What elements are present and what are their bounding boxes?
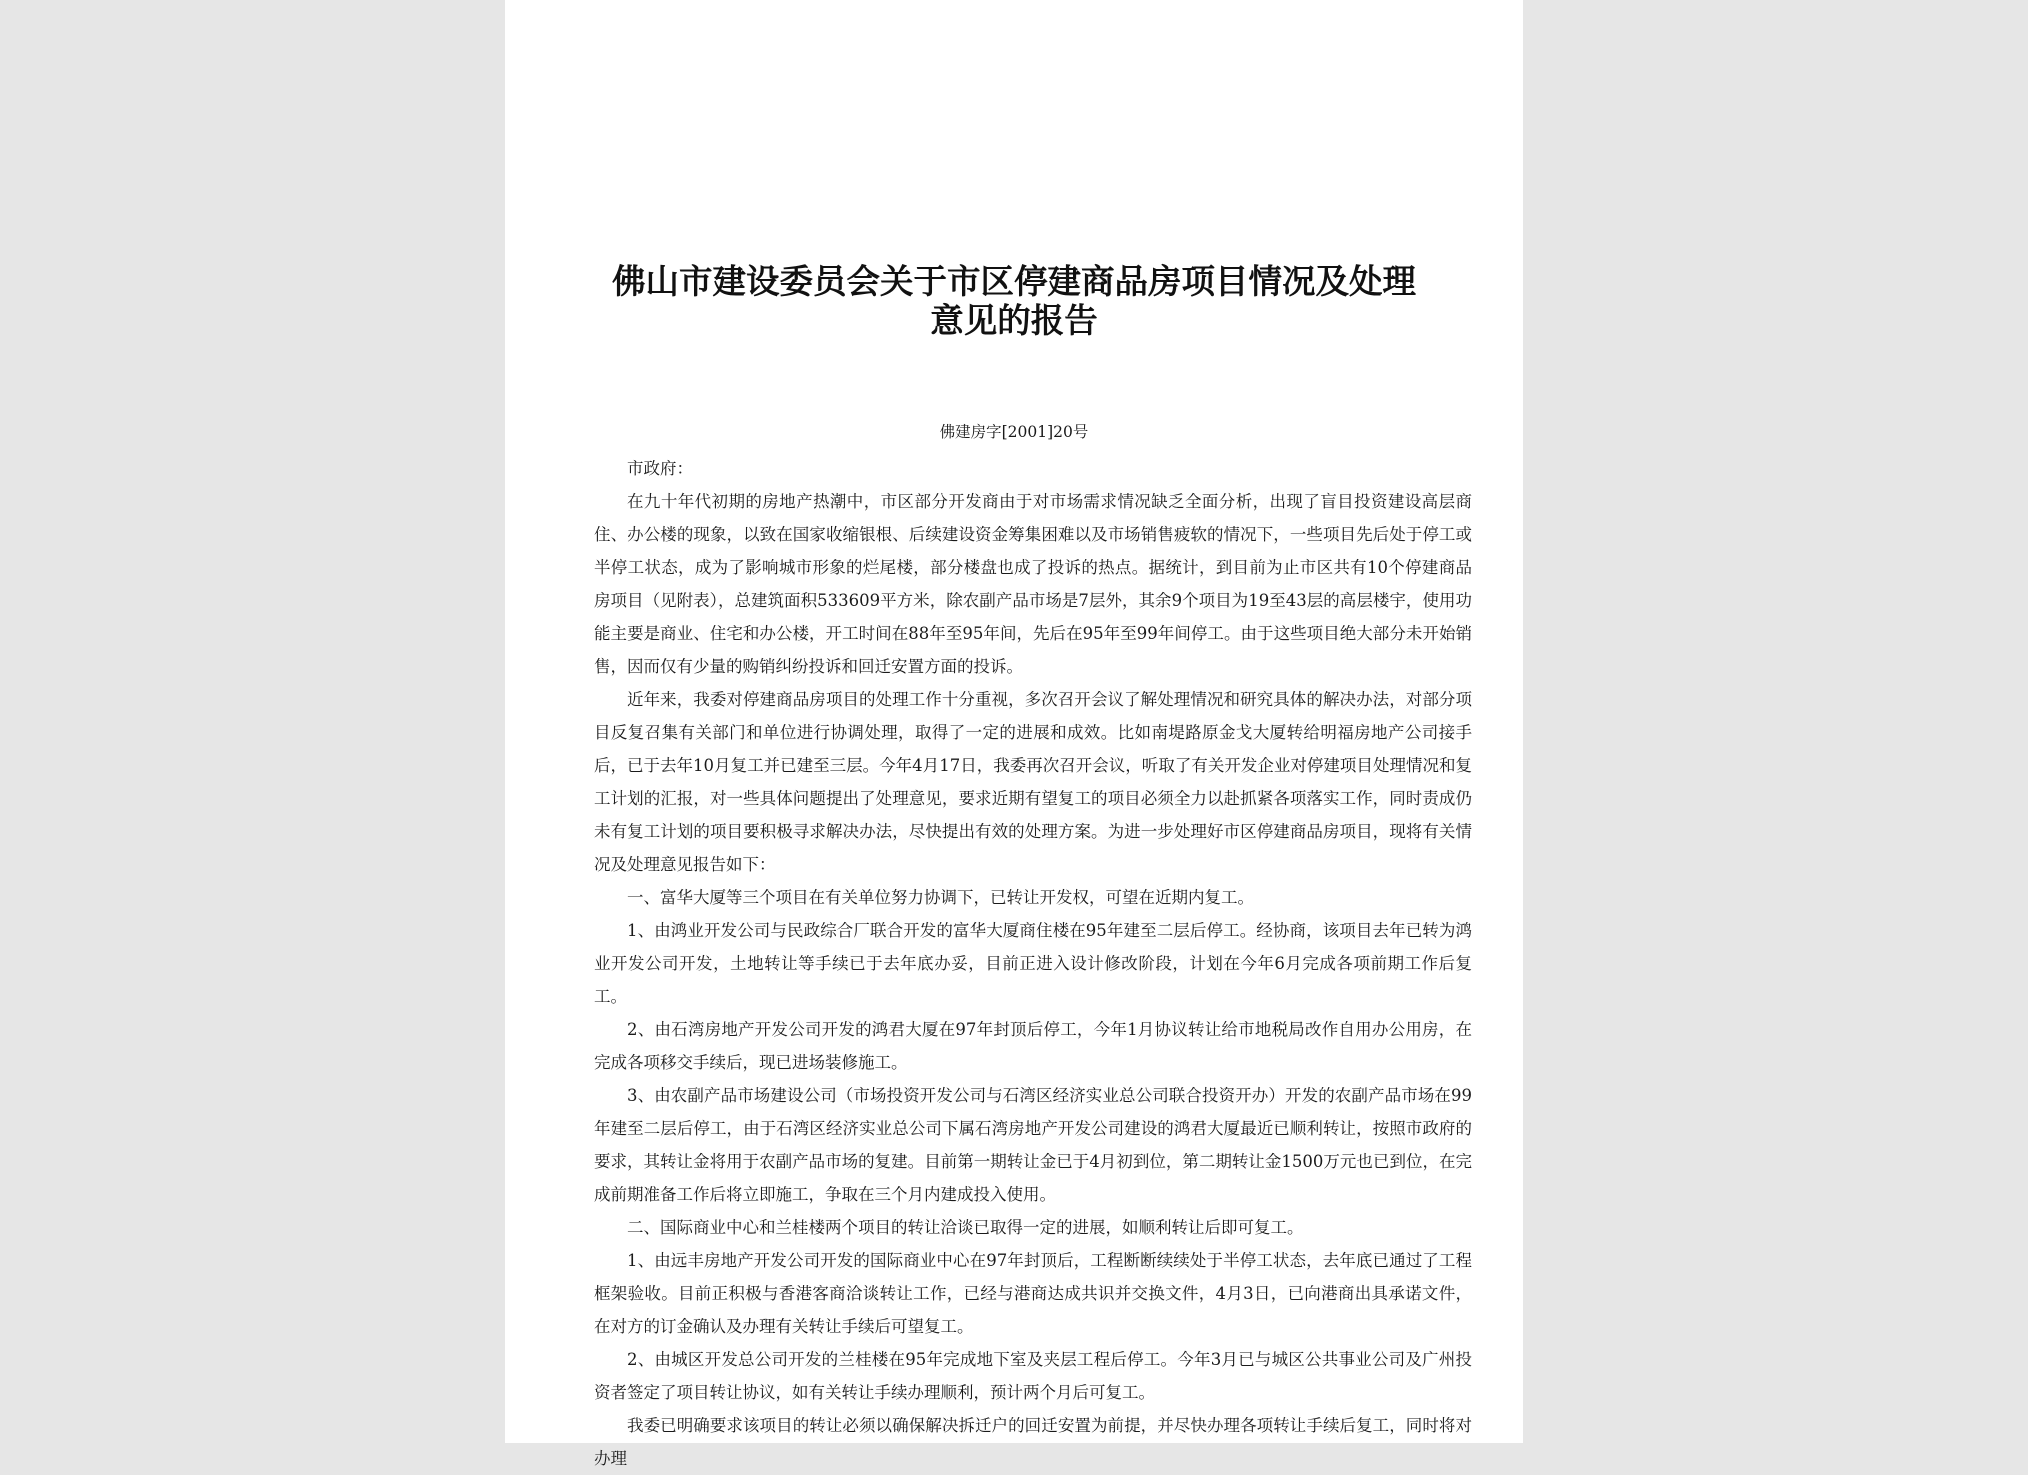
document-body — [594, 452, 1472, 1475]
body-paragraph: 我委已明确要求该项目的转让必须以确保解决拆迁户的回迁安置为前提，并尽快办理各项转让手续后复工，同时将对办理 — [594, 1416, 1472, 1468]
body-paragraph: 1、由鸿业开发公司与民政综合厂联合开发的富华大厦商住楼在95年建至二层后停工。经协商，该项目去年已转为鸿业开发公司开发，土地转让等手续已于去年底办妥，目前正进入设计修改阶段，计划在今年6月完成各项前期工作后复工。 — [594, 921, 1472, 1006]
section-heading: 一、富华大厦等三个项目在有关单位努力协调下，已转让开发权，可望在近期内复工。 — [627, 888, 1254, 907]
body-paragraph: 1、由远丰房地产开发公司开发的国际商业中心在97年封顶后，工程断断续续处于半停工状态，去年底已通过了工程框架验收。目前正积极与香港客商洽谈转让工作，已经与港商达成共识并交换文件，4月3日，已向港商出具承诺文件，在对方的订金确认及办理有关转让手续后可望复工。 — [594, 1251, 1472, 1336]
document-title: 佛山市建设委员会关于市区停建商品房项目情况及处理意见的报告 — [612, 262, 1416, 340]
section-heading: 二、国际商业中心和兰桂楼两个项目的转让洽谈已取得一定的进展，如顺利转让后即可复工。 — [627, 1218, 1304, 1237]
salutation: 市政府： — [627, 459, 693, 478]
body-paragraph: 2、由石湾房地产开发公司开发的鸿君大厦在97年封顶后停工，今年1月协议转让给市地税局改作自用办公用房，在完成各项移交手续后，现已进场装修施工。 — [594, 1020, 1472, 1072]
body-paragraph: 在九十年代初期的房地产热潮中，市区部分开发商由于对市场需求情况缺乏全面分析，出现了盲目投资建设高层商住、办公楼的现象，以致在国家收缩银根、后续建设资金筹集困难以及市场销售疲软的情况下，一些项目先后处于停工或半停工状态，成为了影响城市形象的烂尾楼，部分楼盘也成了投诉的热点。据统计，到目前为止市区共有10个停建商品房项目（见附表），总建筑面积533609平方米，除农副产品市场是7层外，其余9个项目为19至43层的高层楼宇，使用功能主要是商业、住宅和办公楼，开工时间在88年至95年间，先后在95年至99年间停工。由于这些项目绝大部分未开始销售，因而仅有少量的购销纠纷投诉和回迁安置方面的投诉。 — [594, 492, 1472, 676]
body-paragraph: 近年来，我委对停建商品房项目的处理工作十分重视，多次召开会议了解处理情况和研究具体的解决办法，对部分项目反复召集有关部门和单位进行协调处理，取得了一定的进展和成效。比如南堤路原金戈大厦转给明福房地产公司接手后，已于去年10月复工并已建至三层。今年4月17日，我委再次召开会议，听取了有关开发企业对停建项目处理情况和复工计划的汇报，对一些具体问题提出了处理意见，要求近期有望复工的项目必须全力以赴抓紧各项落实工作，同时责成仍未有复工计划的项目要积极寻求解决办法，尽快提出有效的处理方案。为进一步处理好市区停建商品房项目，现将有关情况及处理意见报告如下： — [594, 690, 1472, 874]
document-number: 佛建房字[2001]20号 — [939, 423, 1089, 441]
document-page — [505, 0, 1523, 1468]
body-paragraph: 3、由农副产品市场建设公司（市场投资开发公司与石湾区经济实业总公司联合投资开办）开发的农副产品市场在99年建至二层后停工，由于石湾区经济实业总公司下属石湾房地产开发公司建设的鸿君大厦最近已顺利转让，按照市政府的要求，其转让金将用于农副产品市场的复建。目前第一期转让金已于4月初到位，第二期转让金1500万元也已到位，在完成前期准备工作后将立即施工，争取在三个月内建成投入使用。 — [594, 1086, 1472, 1204]
body-paragraph: 2、由城区开发总公司开发的兰桂楼在95年完成地下室及夹层工程后停工。今年3月已与城区公共事业公司及广州投资者签定了项目转让协议，如有关转让手续办理顺利，预计两个月后可复工。 — [594, 1350, 1472, 1402]
